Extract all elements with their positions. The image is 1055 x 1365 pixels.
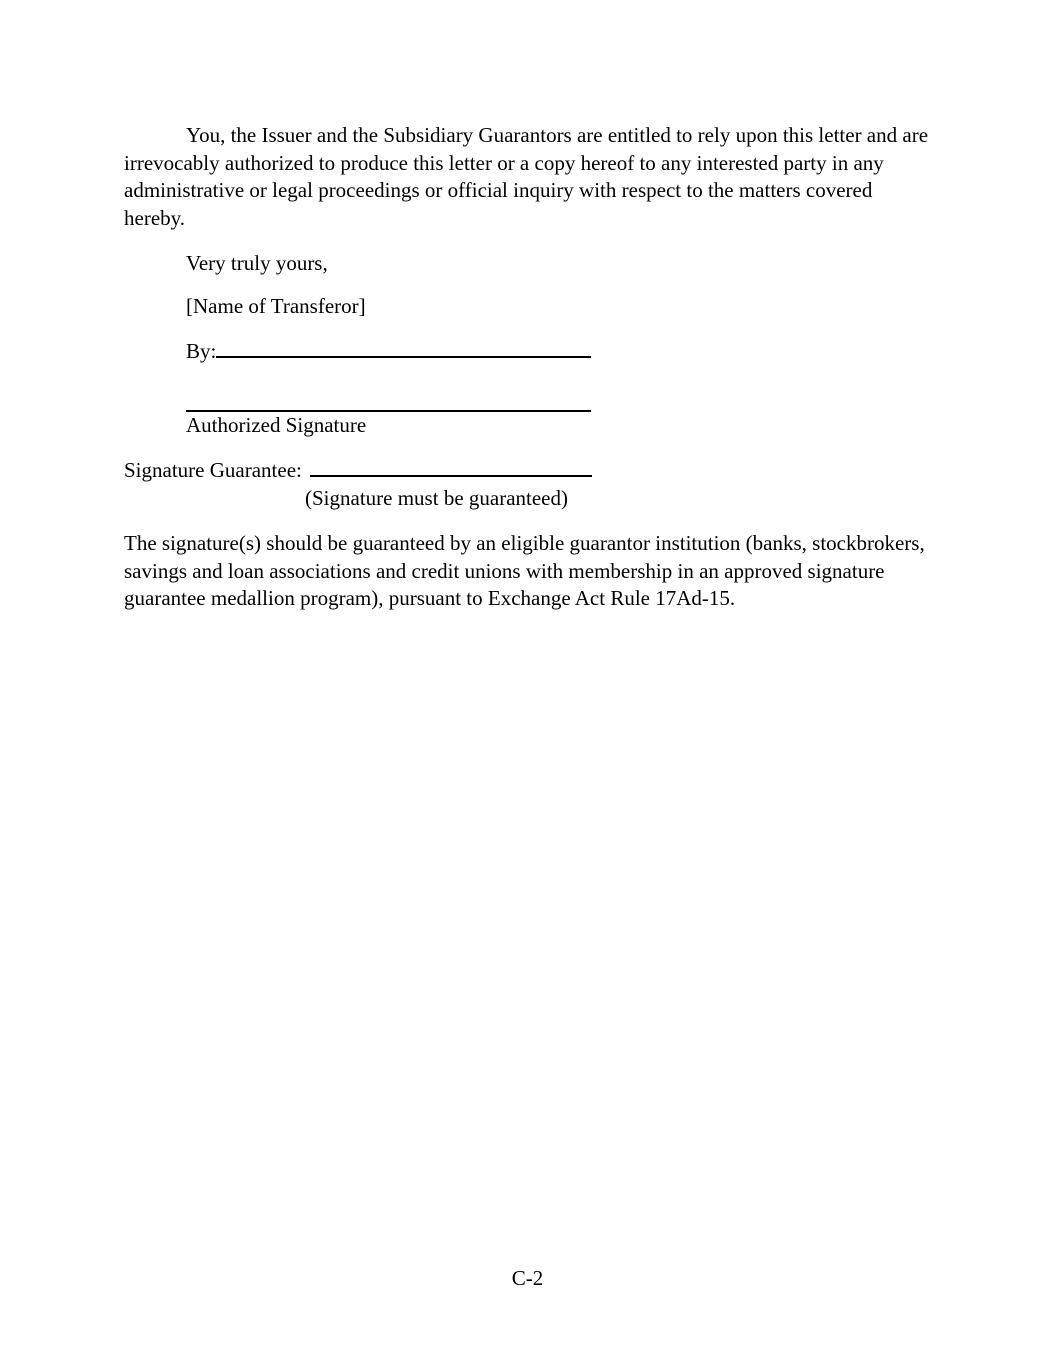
- signature-guarantee-note: (Signature must be guaranteed): [305, 485, 568, 510]
- page-number: C-2: [511, 1266, 544, 1290]
- guarantor-paragraph: The signature(s) should be guaranteed by an eligible guarantor institution (banks, stockbrokers, savings and loan associations and credit unions with membership in an approved signature guarantee medallion program), pursuant to Exchange Act Rule 17Ad-15.: [124, 531, 925, 610]
- authorized-signature-caption: Authorized Signature: [186, 412, 367, 437]
- signature-guarantee-line: [310, 474, 592, 477]
- signature-guarantee-label: Signature Guarantee:: [124, 458, 302, 482]
- by-signature-line: [216, 355, 591, 358]
- signature-line-row: [186, 392, 932, 412]
- document-body: [124, 122, 932, 613]
- by-label: By:: [186, 339, 217, 363]
- signature-guarantee-row: [124, 457, 932, 485]
- by-row: [186, 338, 932, 366]
- transferor-name: [Name of Transferor]: [186, 293, 366, 318]
- reliance-paragraph: You, the Issuer and the Subsidiary Guarantors are entitled to rely upon this letter and are irrevocably authorized to produce this letter or a copy hereof to any interested party in any administrative or legal proceedings or official inquiry with respect to the matters covered hereby.: [124, 123, 929, 230]
- valediction: Very truly yours,: [186, 251, 328, 275]
- signature-line: [186, 392, 591, 412]
